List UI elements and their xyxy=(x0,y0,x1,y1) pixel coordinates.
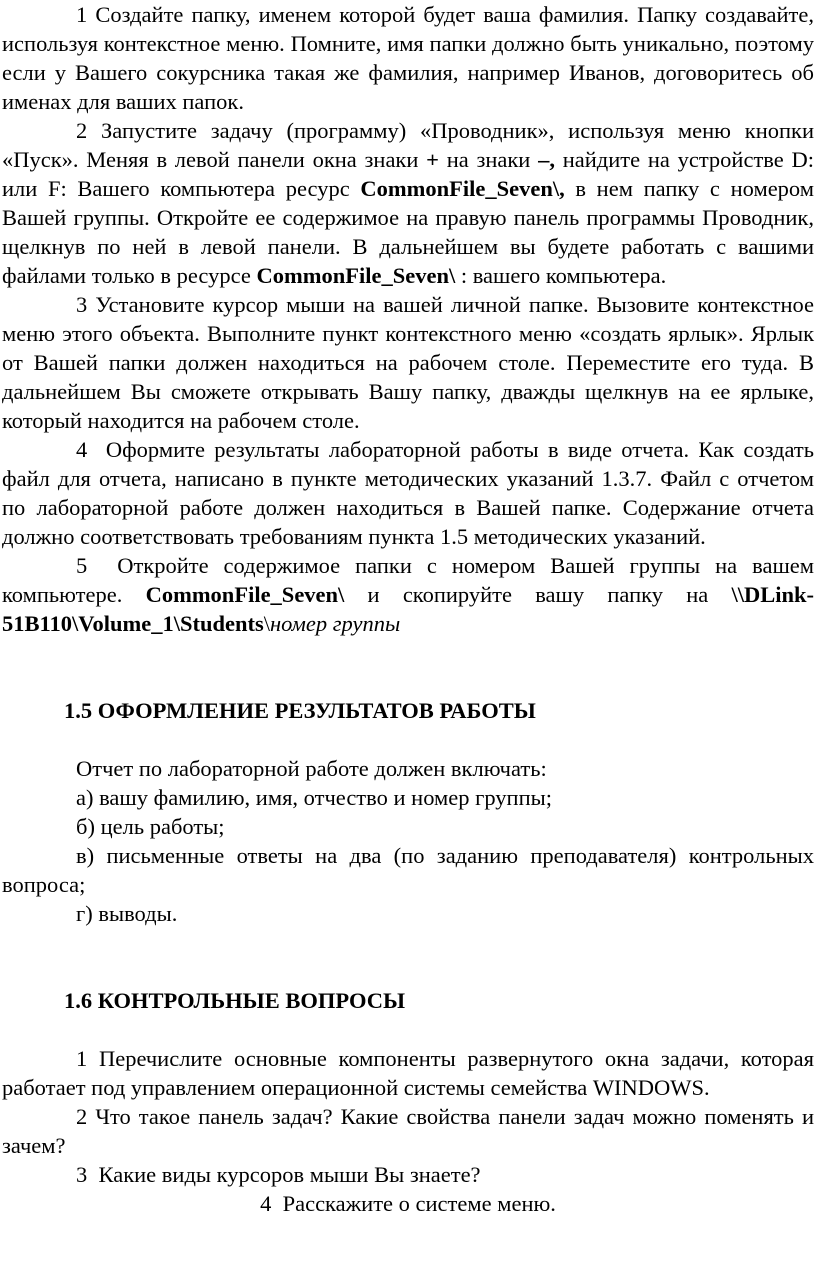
question-3 xyxy=(2,1160,814,1189)
step-number: 1 xyxy=(76,2,88,27)
step-4 xyxy=(2,435,814,551)
step-number: 3 xyxy=(76,292,88,317)
path-separator: \ xyxy=(263,611,270,636)
step-text: на знаки xyxy=(438,147,539,172)
resource-name: CommonFile_Seven\, xyxy=(360,176,565,201)
step-text: Запустите задачу (программу) «Проводник», используя меню кнопки «Пуск». Меняя в левой панели окна знаки xyxy=(2,118,814,172)
question-number: 1 xyxy=(76,1046,88,1071)
report-item: в) письменные ответы на два (по заданию преподавателя) контрольных вопроса; xyxy=(2,843,814,897)
question-text: Перечислите основные компоненты развернутого окна задачи, которая работает под управлением операционной системы семейства WINDOWS. xyxy=(2,1046,815,1100)
report-item: г) выводы. xyxy=(76,901,178,926)
question-number: 4 xyxy=(260,1191,272,1216)
group-number-placeholder: номер группы xyxy=(270,611,401,636)
step-number: 5 xyxy=(76,553,88,578)
step-text: и скопируйте вашу папку на xyxy=(344,582,732,607)
step-text: в нем папку с номером Вашей группы. Откройте ее содержимое на правую панель программы Проводник, щелкнув по ней в левой панели. В дальнейшем вы будете работать с вашими файлами только в ресурсе xyxy=(2,176,814,288)
report-item: б) цель работы; xyxy=(76,814,225,839)
section-heading-1-6: 1.6 КОНТРОЛЬНЫЕ ВОПРОСЫ xyxy=(64,988,406,1013)
step-1 xyxy=(2,0,814,116)
resource-name: CommonFile_Seven\ xyxy=(145,582,345,607)
step-text: : вашего компьютера. xyxy=(455,263,667,288)
step-2 xyxy=(2,116,814,290)
section-heading-1-5: 1.5 ОФОРМЛЕНИЕ РЕЗУЛЬТАТОВ РАБОТЫ xyxy=(64,698,536,723)
step-text: Оформите результаты лабораторной работы в виде отчета. Как создать файл для отчета, написано в пункте методических указаний 1.3.7. Файл с отчетом по лабораторной работе должен находиться в Вашей папке. Содержание отчета должно соответствовать требованиям пункта 1.5 методических указаний. xyxy=(2,437,814,549)
question-number: 2 xyxy=(76,1104,88,1129)
step-text: Откройте содержимое папки с номером Вашей группы на вашем компьютере. xyxy=(2,553,814,607)
question-number: 3 xyxy=(76,1162,88,1187)
report-intro: Отчет по лабораторной работе должен включать: xyxy=(76,756,547,781)
question-2 xyxy=(2,1102,814,1160)
step-3 xyxy=(2,290,814,435)
resource-name: CommonFile_Seven\ xyxy=(256,263,456,288)
question-text: Какие виды курсоров мыши Вы знаете? xyxy=(98,1162,481,1187)
question-text: Что такое панель задач? Какие свойства панели задач можно поменять и зачем? xyxy=(2,1104,815,1158)
step-text: Создайте папку, именем которой будет ваша фамилия. Папку создавайте, используя контекстное меню. Помните, имя папки должно быть уникально, поэтому если у Вашего сокурсника такая же фамилия, например Иванов, договоритесь об именах для ваших папок. xyxy=(2,2,815,114)
step-text: найдите на устройстве D: или F: Вашего компьютера ресурс xyxy=(2,147,814,201)
report-item: а) вашу фамилию, имя, отчество и номер группы; xyxy=(76,785,552,810)
minus-sign: –, xyxy=(538,147,555,172)
step-text: Установите курсор мыши на вашей личной папке. Вызовите контекстное меню этого объекта. Выполните пункт контекстного меню «создать ярлык». Ярлык от Вашей папки должен находиться на рабочем столе. Переместите его туда. В дальнейшем Вы сможете открывать Вашу папку, дважды щелкнув на ее ярлыке, который находится на рабочем столе. xyxy=(2,292,815,433)
step-5 xyxy=(2,551,814,638)
plus-sign: + xyxy=(426,147,439,172)
network-path: \\DLink-51B110\Volume_1\Students xyxy=(2,582,814,636)
question-text: Расскажите о системе меню. xyxy=(282,1191,556,1216)
question-4 xyxy=(2,1189,814,1218)
question-1 xyxy=(2,1044,814,1102)
step-number: 2 xyxy=(76,118,88,143)
step-number: 4 xyxy=(76,437,88,462)
